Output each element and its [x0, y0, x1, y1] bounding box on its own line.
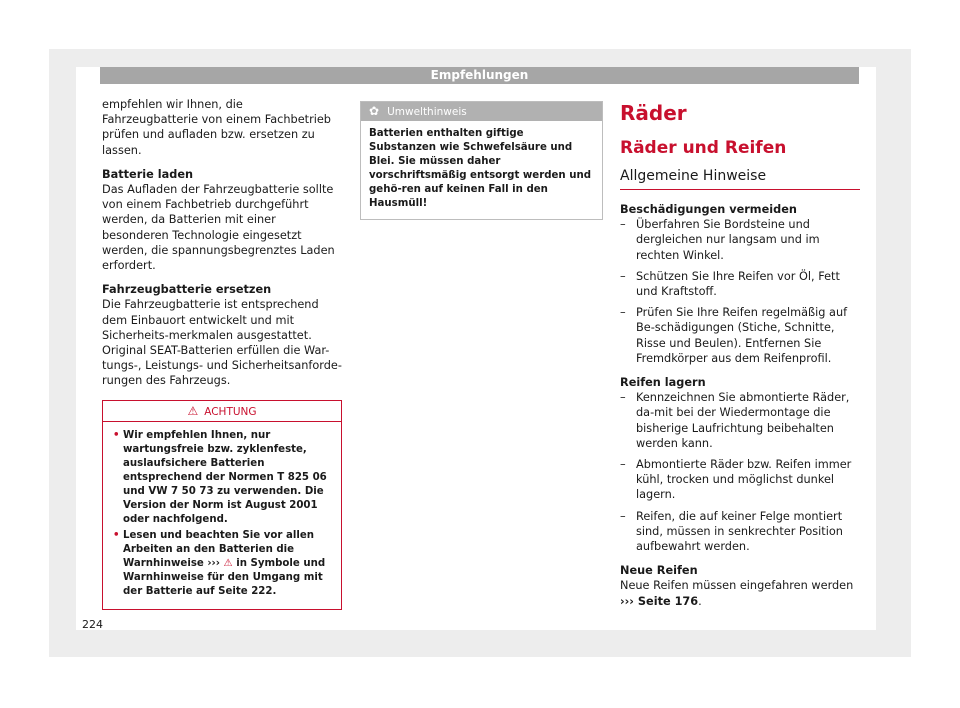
list-item [620, 217, 860, 263]
warning-box [102, 400, 342, 610]
paragraph-new-tyres [620, 578, 860, 608]
list-item-text: Abmontierte Räder bzw. Reifen immer kühl, trocken und möglichst dunkel lagern. [636, 458, 852, 502]
warning-item [113, 429, 331, 527]
warning-item-text: Lesen und beachten Sie vor allen Arbeiten an den Batterien die Warnhinweise [123, 529, 314, 569]
subheading-battery-replace: Fahrzeugbatterie ersetzen [102, 283, 272, 297]
flower-icon: ✿ [369, 104, 380, 118]
warning-item-text: Wir empfehlen Ihnen, nur wartungsfreie bzw. zyklenfeste, auslaufsichere Batterien entsprechend der Normen T 825 06 und VW 7 50 73 zu verwenden. Die Version der Norm ist August 2001 oder nachfolgend. [123, 429, 327, 525]
bullet-icon: • [113, 429, 120, 441]
column-right [620, 101, 860, 609]
warning-title: ACHTUNG [204, 405, 257, 418]
bullet-icon: • [113, 529, 120, 541]
environment-note-box [360, 101, 603, 220]
environment-note-header [361, 102, 602, 121]
warning-item-text: in [232, 557, 251, 569]
list-item-text: Prüfen Sie Ihre Reifen regelmäßig auf Be-schädigungen (Stiche, Schnitte, Risse und Beulen). Entfernen Sie Fremdkörper aus dem Reifenprofil. [636, 306, 848, 365]
subheading-store-tyres: Reifen lagern [620, 376, 706, 390]
warning-list [103, 422, 341, 609]
warning-triangle-icon: ⚠ [187, 403, 199, 418]
dash-icon: – [620, 218, 626, 232]
subheading-new-tyres: Neue Reifen [620, 564, 698, 578]
list-item-text: Überfahren Sie Bordsteine und dergleichen nur langsam und im rechten Winkel. [636, 218, 820, 262]
dash-icon: – [620, 458, 626, 472]
damage-list [620, 217, 860, 366]
list-item [620, 269, 860, 299]
paragraph-text: . [698, 594, 702, 608]
storage-list [620, 390, 860, 554]
paragraph-battery-charging: Das Aufladen der Fahrzeugbatterie sollte von einem Fachbetrieb durchgeführt werden, da Batterien mit einer besonderen Technologie eingesetzt werden, die spannungsbegrenztes Laden erfordert. [102, 183, 335, 273]
environment-note-body: Batterien enthalten giftige Substanzen wie Schwefelsäure und Blei. Sie müssen daher vorschriftsmäßig entsorgt werden und gehö-ren auf keinen Fall in den Hausmüll! [369, 128, 592, 209]
warning-item-text: . [272, 585, 277, 597]
column-middle [360, 101, 603, 220]
page-number: 224 [82, 618, 103, 631]
paragraph-text: Neue Reifen müssen eingefahren werden [620, 579, 854, 593]
list-item [620, 457, 860, 503]
list-item-text: Kennzeichnen Sie abmontierte Räder, da-mit bei der Wiedermontage die bisherige Laufrichtung beibehalten werden kann. [636, 391, 850, 450]
warning-item [113, 529, 331, 599]
page-header: Empfehlungen [100, 67, 859, 84]
chapter-title: Räder [620, 101, 687, 125]
cross-reference-arrow[interactable]: ››› [207, 557, 220, 569]
environment-note-title: Umwelthinweis [387, 106, 467, 118]
dash-icon: – [620, 269, 626, 283]
list-item [620, 509, 860, 555]
subheading-avoid-damage: Beschädigungen vermeiden [620, 203, 797, 216]
warning-header [103, 401, 341, 422]
dash-icon: – [620, 391, 626, 405]
paragraph-battery-replace-2: Original SEAT-Batterien erfüllen die War-tungs-, Leistungs- und Sicherheitsanforde-rungen des Fahrzeugs. [102, 344, 342, 388]
subsection-title: Allgemeine Hinweise [620, 167, 860, 190]
column-left [102, 97, 342, 610]
list-item-text: Schützen Sie Ihre Reifen vor Öl, Fett und Kraftstoff. [636, 269, 840, 299]
cross-reference-arrow[interactable]: ››› [620, 594, 634, 608]
dash-icon: – [620, 306, 626, 320]
list-item [620, 305, 860, 366]
cross-reference-link[interactable]: Symbole und Warnhinweise für den Umgang mit der Batterie auf Seite 222 [123, 557, 326, 597]
intro-paragraph: empfehlen wir Ihnen, die Fahrzeugbatterie von einem Fachbetrieb prüfen und aufladen bzw. ersetzen zu lassen. [102, 98, 331, 157]
warning-triangle-icon: ⚠ [223, 557, 233, 569]
list-item [620, 390, 860, 451]
section-title: Räder und Reifen [620, 138, 787, 158]
subheading-battery-charging: Batterie laden [102, 167, 194, 181]
dash-icon: – [620, 509, 626, 523]
list-item-text: Reifen, die auf keiner Felge montiert sind, müssen in senkrechter Position aufbewahrt werden. [636, 509, 843, 554]
cross-reference-link[interactable]: Seite 176 [633, 594, 699, 608]
paragraph-battery-replace-1: Die Fahrzeugbatterie ist entsprechend dem Einbauort entwickelt und mit Sicherheits-merkmalen ausgestattet. [102, 298, 319, 342]
